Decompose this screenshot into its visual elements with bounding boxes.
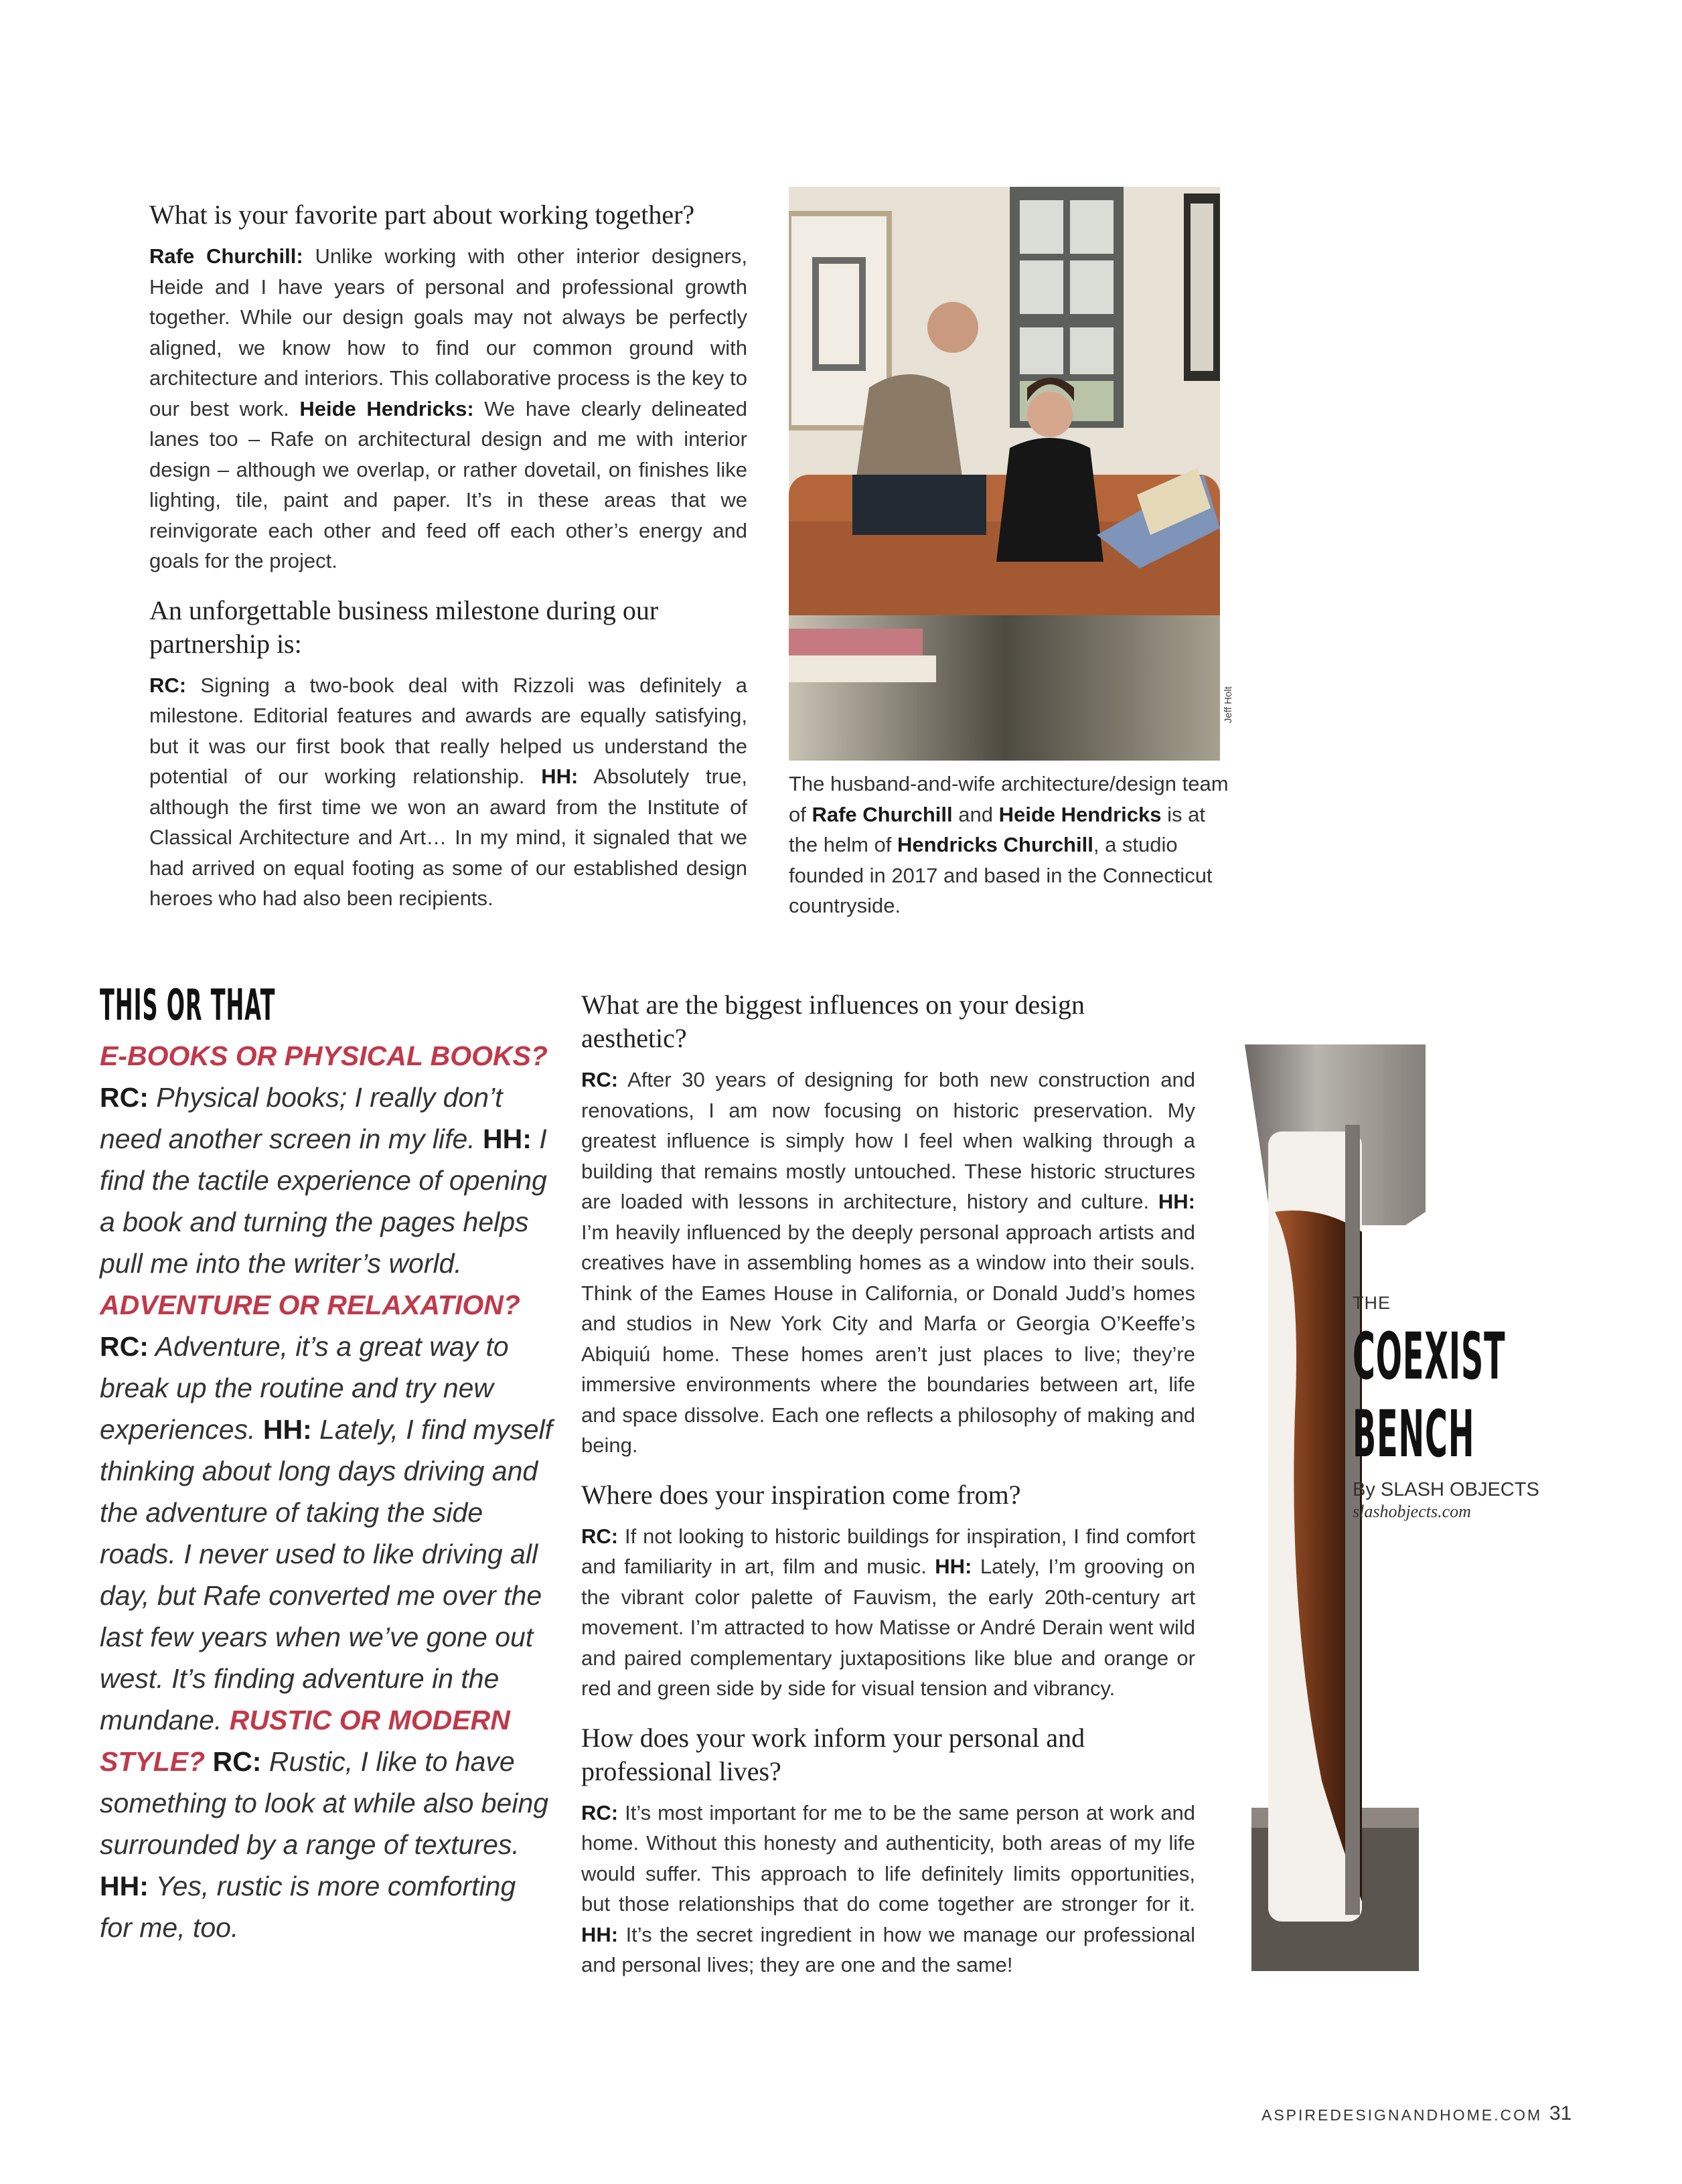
this-or-that-section <box>100 979 555 1948</box>
speaker-label: RC: <box>100 1082 149 1113</box>
speaker-label: RC: <box>100 1331 149 1362</box>
answer-text: Yes, rustic is more comforting for me, too. <box>100 1871 516 1943</box>
speaker-label: HH: <box>541 765 579 788</box>
interview-question: Where does your inspiration come from? <box>581 1479 1021 1510</box>
this-or-that-title: THIS OR THAT <box>100 981 276 1030</box>
product-name <box>1353 1318 1505 1473</box>
speaker-label: HH: <box>100 1871 149 1901</box>
caption-text: is at the helm of <box>789 802 1205 856</box>
product-website[interactable]: slashobjects.com <box>1353 1502 1471 1521</box>
speaker-label: RC: <box>581 1068 619 1091</box>
answer-text: After 30 years of designing for both new construction and renovations, I am now focusing on historic preservation. My greatest influence is simply how I feel when walking through a building that remains mostly untouched. These historic structures are loaded with lessons in architecture, history and culture. <box>581 1068 1195 1213</box>
caption-name: Hendricks Churchill <box>897 833 1093 856</box>
speaker-label: HH: <box>1158 1190 1195 1213</box>
answer-text: I find the tactile experience of opening a book and turning the pages helps pull me into the writer’s world. <box>100 1123 547 1279</box>
answer-text: It’s most important for me to be the same person at work and home. Without this honesty and authenticity, both areas of my life would suffer. This approach to life definitely limits opportunities, but those relationships that do come together are stronger for it. <box>581 1800 1195 1916</box>
interview-column-top <box>149 198 747 931</box>
speaker-label: RC: <box>581 1800 619 1824</box>
interview-answer <box>149 670 747 914</box>
answer-text: Absolutely true, although the first time we won an award from the Institute of Classical Architecture and Art… In my mind, it signaled that we had arrived on equal footing as some of our established design heroes who had also been recipients. <box>149 765 748 910</box>
interview-answer <box>581 1065 1195 1461</box>
interview-column-bottom <box>581 988 1195 1998</box>
answer-text: It’s the secret ingredient in how we manage our professional and personal lives; they are one and the same! <box>581 1922 1195 1976</box>
this-or-that-body <box>100 1035 555 1948</box>
answer-text: If not looking to historic buildings for inspiration, I find comfort and familiarity in art, film and music. <box>581 1524 1195 1578</box>
speaker-label: HH: <box>483 1123 532 1154</box>
answer-text: I’m heavily influenced by the deeply personal approach artists and creatives have in assembling homes as a window into their souls. Think of the Eames House in California, or Donald Judd’s homes and studios in New York City and Marfa or Georgia O’Keeffe’s Abiquiú home. These homes aren’t just places to live; they’re immersive environments where the boundaries between art, life and space dissolve. Each one reflects a philosophy of making and being. <box>581 1220 1195 1457</box>
product-the: THE <box>1353 1293 1391 1313</box>
caption-text: The husband-and-wife architecture/design team of <box>789 772 1229 826</box>
interview-question: What is your favorite part about working together? <box>149 200 695 230</box>
photo-caption <box>789 769 1231 921</box>
interview-question: How does your work inform your personal and professional lives? <box>581 1722 1085 1786</box>
speaker-label: Rafe Churchill: <box>149 244 303 268</box>
interview-question: What are the biggest influences on your design aesthetic? <box>581 990 1085 1053</box>
portrait-photo <box>789 187 1220 761</box>
answer-text: Unlike working with other interior designers, Heide and I have years of personal and professional growth together. While our design goals may not always be perfectly aligned, we know how to find our common ground with architecture and interiors. This collaborative process is the key to our best work. <box>149 244 747 420</box>
interview-answer <box>581 1521 1195 1704</box>
speaker-label: HH: <box>935 1555 972 1578</box>
caption-text: and <box>952 802 999 826</box>
speaker-label: RC: <box>149 673 187 697</box>
caption-name: Heide Hendricks <box>998 802 1162 826</box>
couple-on-sofa-image <box>789 187 1220 761</box>
answer-text: Lately, I find myself thinking about long days driving and the adventure of taking the side roads. I never used to like driving all day, but Rafe converted me over the last few years when we’ve gone out west. It’s finding adventure in the mundane. <box>100 1414 553 1735</box>
product-maker: By SLASH OBJECTS <box>1353 1479 1539 1500</box>
product-label <box>1353 1292 1671 1523</box>
answer-text: Rustic, I like to have something to look at while also being surrounded by a range of textures. <box>100 1746 549 1860</box>
photo-credit: Jeff Holt <box>1223 686 1234 723</box>
caption-text: , a studio founded in 2017 and based in the Connecticut countryside. <box>789 833 1213 917</box>
interview-answer <box>149 241 747 576</box>
answer-text: Adventure, it’s a great way to break up the routine and try new experiences. <box>100 1331 509 1445</box>
speaker-label: HH: <box>581 1922 619 1946</box>
product-name-line1: COEXIST <box>1353 1319 1506 1394</box>
speaker-label: Heide Hendricks: <box>299 396 474 420</box>
answer-text: Lately, I’m grooving on the vibrant color palette of Fauvism, the early 20th-century art movement. I’m attracted to how Matisse or André Derain went wild and paired complementary juxtapositions like blue and orange or red and green side by side for visual tension and vibrancy. <box>581 1555 1195 1700</box>
answer-text: Physical books; I really don’t need another screen in my life. <box>100 1082 503 1154</box>
this-or-that-question: E-BOOKS OR PHYSICAL BOOKS? <box>100 1040 548 1071</box>
speaker-label: HH: <box>262 1414 312 1445</box>
interview-answer <box>581 1798 1195 1980</box>
caption-name: Rafe Churchill <box>812 802 953 826</box>
this-or-that-question: ADVENTURE OR RELAXATION? <box>100 1290 520 1320</box>
footer-website[interactable]: ASPIREDESIGNANDHOME.COM <box>1262 2106 1543 2124</box>
speaker-label: RC: <box>581 1524 619 1548</box>
speaker-label: RC: <box>205 1746 262 1777</box>
answer-text: Signing a two-book deal with Rizzoli was definitely a milestone. Editorial features and awards are equally satisfying, but it was our first book that really helped us understand the potential of our working relationship. <box>149 673 747 788</box>
interview-question: An unforgettable business milestone during our partnership is: <box>149 595 659 659</box>
answer-text: We have clearly delineated lanes too – Rafe on architectural design and me with interior design – although we overlap, or rather dovetail, on finishes like lighting, tile, paint and paper. It’s in these areas that we reinvigorate each other and feed off each other’s energy and goals for the project. <box>149 396 747 572</box>
page-number: 31 <box>1549 2102 1572 2124</box>
product-name-line2: BENCH <box>1353 1397 1475 1472</box>
this-or-that-question: RUSTIC OR MODERN STYLE? <box>100 1705 510 1777</box>
